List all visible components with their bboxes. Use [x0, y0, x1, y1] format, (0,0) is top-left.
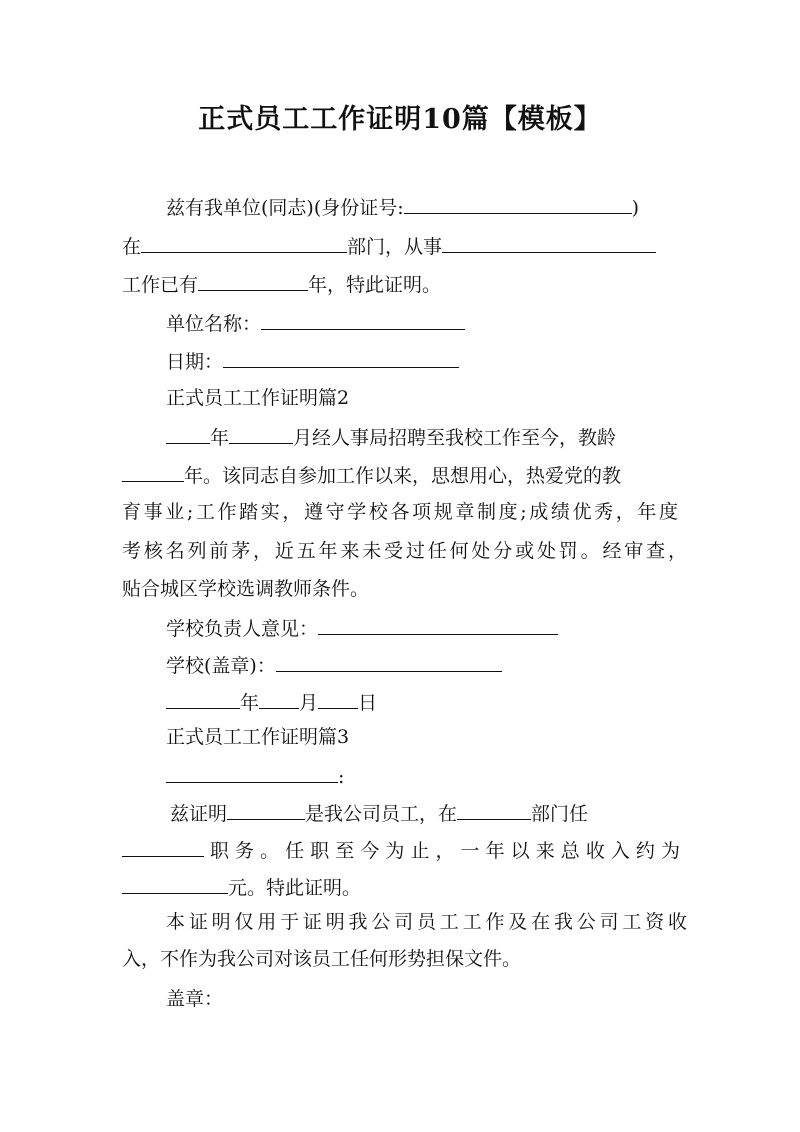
addressee-line [166, 762, 344, 789]
paragraph-3-line-3 [122, 873, 361, 900]
text-years-certify: 年，特此证明。 [308, 274, 442, 296]
close-paren: ) [631, 197, 640, 219]
date2-year: 年 [240, 692, 260, 714]
principal-opinion-blank [318, 614, 558, 635]
date-label: 日期： [166, 351, 224, 373]
teaching-years-blank [122, 461, 184, 482]
year-blank [166, 423, 210, 444]
text-id-number-label: 兹有我单位(同志)(身份证号: [166, 197, 404, 219]
date2-day-blank [318, 688, 358, 709]
department-blank-2 [457, 799, 531, 820]
addressee-blank [166, 762, 338, 783]
employee-name-blank [227, 799, 305, 820]
paragraph-3-line-1 [170, 799, 588, 826]
text-hired: 月经人事局招聘至我校工作至今，教龄 [293, 427, 617, 449]
department-blank [141, 232, 347, 253]
paragraph-4-line-2: 入，不作为我公司对该员工任何形势担保文件。 [122, 948, 522, 970]
id-number-blank [404, 193, 632, 214]
date2-year-blank [166, 688, 240, 709]
work-type-blank [442, 232, 656, 253]
text-year: 年 [210, 427, 230, 449]
heading-2: 正式员工工作证明篇2 [166, 387, 350, 409]
unit-name-line [166, 309, 465, 336]
date2-month-blank [259, 688, 299, 709]
years-blank [198, 270, 308, 291]
principal-opinion-label: 学校负责人意见： [166, 618, 319, 640]
paragraph-2-line-1 [166, 423, 616, 450]
paragraph-2-line-3: 育事业;工作踏实，遵守学校各项规章制度;成绩优秀，年度 [122, 501, 678, 523]
text-yuan: 元。特此证明。 [228, 877, 362, 899]
month-blank [229, 423, 293, 444]
text-dept-role: 部门任 [531, 803, 589, 825]
text-since-working: 年。该同志自参加工作以来，思想用心，热爱党的教 [184, 465, 622, 487]
paragraph-1-line-3 [122, 270, 441, 297]
date2-month: 月 [299, 692, 319, 714]
text-certify: 兹证明 [170, 803, 228, 825]
heading-3: 正式员工工作证明篇3 [166, 726, 350, 748]
paragraph-1-line-2 [122, 232, 656, 259]
paragraph-2-line-5: 贴合城区学校选调教师条件。 [122, 578, 370, 600]
paragraph-2-line-2 [122, 461, 621, 488]
unit-name-blank [261, 309, 465, 330]
income-blank [122, 873, 228, 894]
school-seal-line [166, 651, 502, 678]
text-department: 部门，从事 [347, 236, 443, 258]
document-title: 正式员工工作证明10篇【模板】 [198, 104, 602, 135]
date-line-2 [166, 688, 377, 715]
principal-opinion-line [166, 614, 558, 641]
colon: : [338, 766, 345, 788]
text-employee: 是我公司员工，在 [305, 803, 458, 825]
school-seal-blank [276, 651, 502, 672]
text-zai: 在 [122, 236, 142, 258]
date-blank [223, 347, 459, 368]
paragraph-4-line-1: 本证明仅用于证明我公司员工工作及在我公司工资收 [166, 911, 687, 933]
seal-label: 盖章： [166, 988, 224, 1010]
text-position-income: 职务。任职至今为止，一年以来总收入约为 [210, 840, 680, 862]
unit-name-label: 单位名称： [166, 313, 262, 335]
text-worked: 工作已有 [122, 274, 199, 296]
position-blank [122, 836, 204, 857]
school-seal-label: 学校(盖章)： [166, 655, 276, 677]
date-line [166, 347, 459, 374]
paragraph-3-line-2 [122, 836, 680, 863]
date2-day: 日 [358, 692, 378, 714]
paragraph-2-line-4: 考核名列前茅，近五年来未受过任何处分或处罚。经审查， [122, 540, 687, 562]
paragraph-1-line-1 [166, 193, 639, 220]
